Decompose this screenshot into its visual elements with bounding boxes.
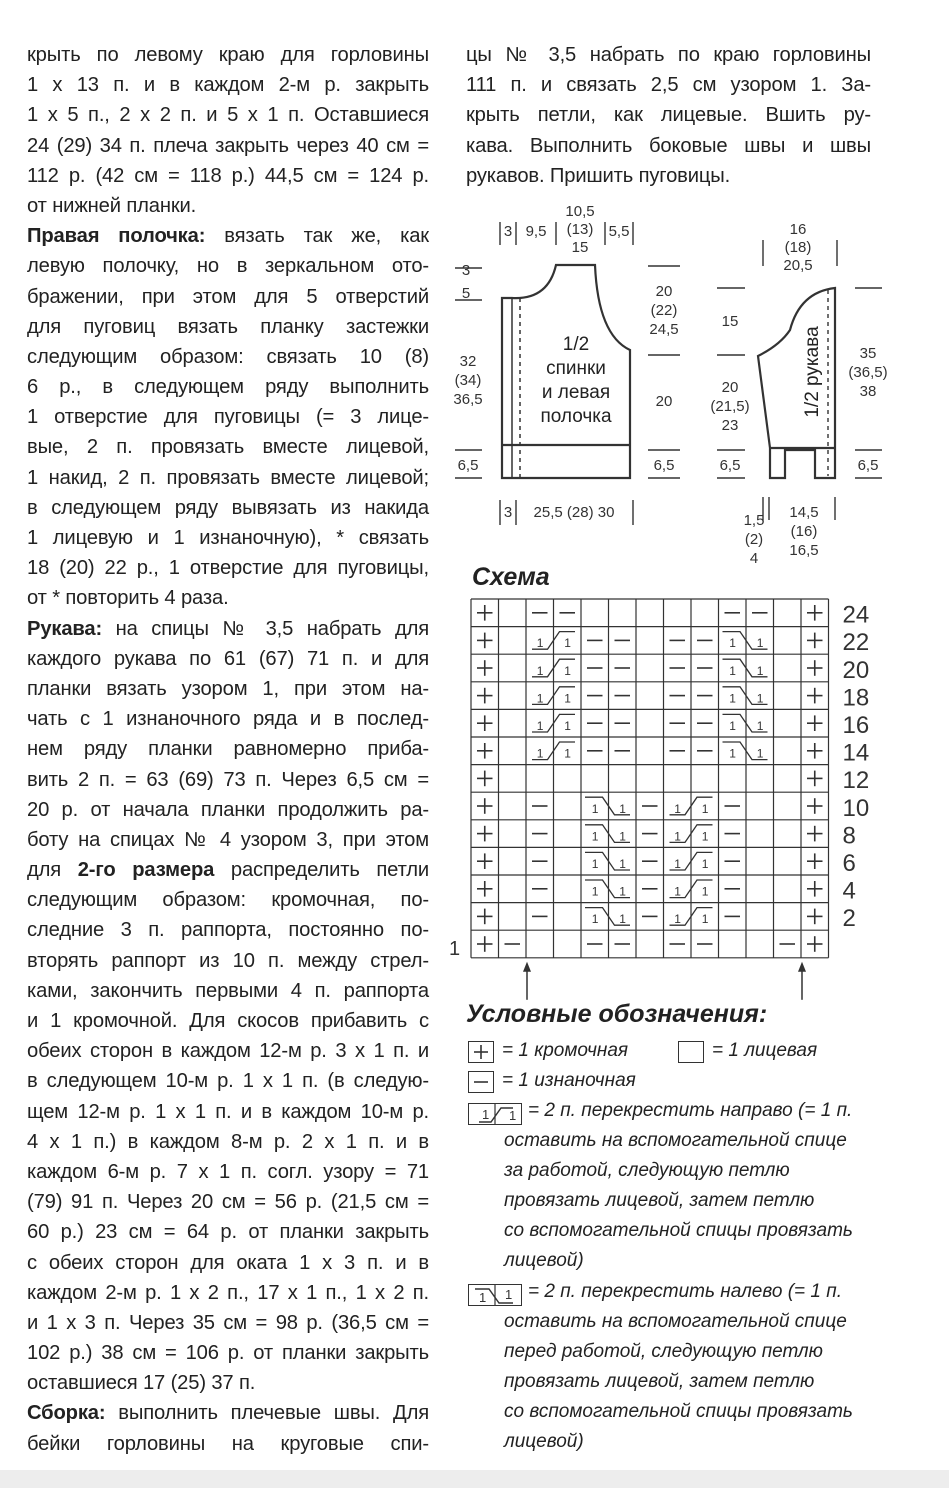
cross-right-num: 1: [674, 884, 681, 899]
cross-left-num: 1: [729, 663, 736, 678]
text-line: бражении, при этом для 5 отверстий: [27, 285, 429, 308]
dim-band-right: 6,5: [653, 457, 675, 474]
cross-right-num: 1: [674, 801, 681, 816]
cross-left-num: 1: [591, 829, 599, 844]
knitting-chart: [440, 595, 900, 1005]
text-line: кава. Выполнить боковые швы и швы: [466, 134, 871, 157]
cross-right-num: 1: [536, 746, 544, 761]
legend-cross-left-5: со вспомогательной спицы провязать: [504, 1401, 853, 1422]
repeat-arrow-head: [523, 962, 531, 972]
text-line: 1 накид, 2 п. провязать вместе лицевой;: [27, 466, 429, 489]
cross-left-num: 1: [591, 801, 599, 816]
instructions-left-column: [27, 40, 429, 1459]
legend-cross-right-2: оставить на вспомогательной спице: [504, 1130, 847, 1151]
dim-sleeve-top-2: (18): [784, 239, 812, 256]
text-line: в следующем ряду вывязать из накида: [27, 496, 429, 519]
legend-cross-right-4: провязать лицевой, затем петлю: [504, 1190, 815, 1211]
legend-cross-right-3: за работой, следующую петлю: [504, 1160, 790, 1181]
text-line: ками, закончить первыми 4 п. раппорта: [27, 979, 429, 1002]
cross-left-num: 1: [619, 912, 626, 927]
dim-total-2: (36,5): [848, 364, 888, 381]
cross-left-symbol: [468, 1284, 522, 1306]
cross-left-num: 1: [591, 912, 599, 927]
text-line: следующим образом: кромочная, по-: [27, 889, 429, 912]
svg-text:1: 1: [479, 1290, 487, 1305]
text-line: следующим образом: связать 10 (8): [27, 345, 429, 368]
section-heading: Рукава:: [27, 617, 103, 640]
plus-icon: [469, 1042, 493, 1062]
text-line: 1 отверстие для пуговицы (= 3 лице-: [27, 406, 429, 429]
dim-top-9-5: 9,5: [525, 223, 547, 240]
text-line: каждом 2-м р. 1 х 2 п., 17 х 1 п., 1 х 2 п.: [27, 1281, 429, 1304]
legend-title: Условные обозначения:: [466, 1000, 768, 1028]
cross-right-num: 1: [564, 636, 571, 651]
legend-knit: = 1 лицевая: [712, 1040, 818, 1061]
text-line: 1 лицевую и 1 изнаночную), * связать: [27, 527, 429, 549]
row-label: 24: [842, 601, 870, 629]
body-label-3: и левая: [541, 382, 611, 403]
dim-arm-3: 24,5: [649, 321, 679, 338]
text-line: цы № 3,5 набрать по краю горловины: [466, 44, 871, 66]
body-label-4: полочка: [540, 406, 612, 427]
text-line: обеих сторон в каждом 12-м р. 3 х 1 п. и: [27, 1040, 429, 1063]
text-line: в следующем 10-м р. 1 х 1 п. (в следую-: [27, 1070, 429, 1093]
legend-cross-left-6: лицевой): [504, 1431, 584, 1452]
row-label: 8: [842, 822, 856, 850]
text-line: Сборка: выполнить плечевые швы. Для: [27, 1402, 429, 1425]
cross-left-num: 1: [591, 884, 599, 899]
row-label: 2: [842, 905, 856, 933]
cross-left-num: 1: [756, 719, 764, 733]
cross-left-num: 1: [729, 746, 736, 761]
dim-sleeve-band-right: 6,5: [857, 457, 879, 474]
dim-capside-2: (21,5): [710, 398, 750, 415]
text-line: 1 х 5 п., 2 х 2 п. и 5 х 1 п. Оставшиеся: [27, 104, 429, 127]
text-line: 6 р., в следующем ряду выполнить: [27, 376, 429, 399]
legend-cross-right-1: = 2 п. перекрестить направо (= 1 п.: [528, 1100, 853, 1121]
instructions-right-column: [466, 40, 871, 191]
repeat-arrow-head: [798, 962, 806, 972]
legend-cross-left-2: оставить на вспомогательной спице: [504, 1311, 847, 1332]
text-line: крыть петли, как лицевые. Вшить ру-: [466, 104, 871, 127]
legend-cross-left-4: провязать лицевой, затем петлю: [504, 1371, 815, 1392]
cross-right-num: 1: [564, 663, 571, 678]
text-line: от нижней планки.: [27, 194, 197, 217]
cross-left-num: 1: [729, 719, 736, 733]
text-line: нем ряду планки равномерно приба-: [27, 738, 429, 761]
selvage-symbol: [468, 1041, 494, 1063]
dim-band-left: 6,5: [457, 457, 479, 474]
text-line: крыть по левому краю для горловины: [27, 44, 429, 66]
text-line: от * повторить 4 раза.: [27, 587, 229, 610]
text-line: 102 р.) 38 см = 106 р. от планки закрыть: [27, 1342, 429, 1365]
legend-cross-left-1: = 2 п. перекрестить налево (= 1 п.: [528, 1281, 842, 1302]
dim-cuff-1: 14,5: [789, 504, 819, 521]
dim-cuff-3: 16,5: [789, 542, 819, 559]
text-line: рукавов. Пришить пуговицы.: [466, 164, 731, 187]
dim-cuffinc-3: 4: [749, 550, 759, 567]
text-line: Правая полочка: вязать так же, как: [27, 225, 429, 248]
dim-side-1: 32: [459, 353, 477, 370]
body-placket-lines: [512, 298, 520, 478]
text-line: 1 х 13 п. и в каждом 2-м р. закрыть: [27, 74, 429, 97]
cross-left-icon: [469, 1285, 521, 1305]
legend-selvage: = 1 кромочная: [502, 1040, 629, 1061]
text-line: 112 р. (42 см = 118 р.) 44,5 см = 124 р.: [27, 164, 429, 187]
page-bottom-edge: [0, 1470, 949, 1488]
row-label: 20: [842, 656, 870, 684]
cross-left-num: 1: [756, 663, 764, 678]
cross-left-num: 1: [729, 691, 736, 706]
row-label: 22: [842, 629, 870, 657]
text-line: щем 12-м р. 1 х 1 п. и в каждом 10-м р.: [27, 1100, 429, 1123]
text-line: каждом 6-м р. 7 х 1 п. согл. узору = 71: [27, 1160, 429, 1183]
text-line: Рукава: на спицы № 3,5 набрать для: [27, 617, 429, 640]
text-line: левую полочку, но в зеркальном ото-: [27, 255, 429, 278]
text-line: 4 х 1 п.) в каждом 8-м р. 2 х 1 п. и в: [27, 1130, 429, 1153]
dim-sleeve-top-3: 20,5: [783, 257, 813, 274]
row-label: 12: [842, 767, 870, 795]
text-line: вторять раппорт из 10 п. между стрел-: [27, 949, 429, 972]
dim-capside-3: 23: [721, 417, 739, 434]
legend-purl: = 1 изнаночная: [502, 1070, 636, 1091]
dim-shoulder: 5,5: [608, 223, 630, 240]
svg-text:1: 1: [505, 1287, 513, 1302]
dim-top-3: 3: [503, 223, 513, 240]
text-line: 20 р. от начала планки продолжить ра-: [27, 798, 429, 821]
cross-right-num: 1: [701, 857, 709, 871]
section-heading: Правая полочка:: [27, 225, 206, 248]
text-line: с обеих сторон для оката 1 х 3 п. и в: [27, 1251, 429, 1274]
text-line: чать с 1 изнаночного ряда и в послед-: [27, 708, 429, 731]
text-line: бейки горловины на круговые спи-: [27, 1432, 429, 1455]
dim-total-3: 38: [859, 383, 877, 400]
dim-neckdepth-2: 5: [461, 285, 471, 302]
cross-right-num: 1: [701, 801, 709, 816]
dim-cuff-2: (16): [790, 523, 818, 540]
body-label: [540, 334, 612, 427]
cross-left-num: 1: [729, 636, 736, 651]
body-label-1: 1/2: [562, 334, 590, 355]
pattern-schematic: [450, 195, 900, 575]
row-label: 14: [842, 739, 870, 767]
cross-left-num: 1: [756, 636, 764, 651]
cross-left-num: 1: [756, 691, 764, 706]
row-label: 6: [842, 850, 856, 877]
dim-neck-1: 10,5: [565, 203, 595, 220]
text-line: для 2-го размера распределить петли: [27, 859, 429, 882]
row-label: 16: [842, 712, 870, 739]
cross-left-num: 1: [619, 857, 626, 871]
minus-icon: [469, 1072, 493, 1092]
text-line: оставшиеся 17 (25) 37 п.: [27, 1372, 256, 1395]
cross-right-num: 1: [564, 691, 571, 706]
cross-left-num: 1: [756, 746, 764, 761]
dim-side-3: 36,5: [453, 391, 483, 408]
sleeve-label: 1/2 рукава: [802, 326, 823, 418]
dim-neck-3: 15: [571, 239, 589, 256]
cross-right-num: 1: [674, 857, 681, 871]
scheme-title: Схема: [472, 563, 550, 591]
dim-cuffinc-2: (2): [744, 531, 764, 548]
text-line: каждого рукава по 61 (67) 71 п. и для: [27, 647, 429, 670]
text-line: 24 (29) 34 п. плеча закрыть через 40 см =: [27, 134, 429, 157]
dim-bottom-3: 3: [503, 504, 513, 521]
cross-right-num: 1: [564, 746, 571, 761]
cross-left-num: 1: [619, 801, 626, 816]
cross-right-num: 1: [564, 719, 571, 733]
cross-right-num: 1: [536, 636, 544, 651]
text-line: и 1 кромочной. Для скосов прибавить с: [27, 1010, 429, 1032]
text-line: и 1 х 3 п. Через 35 см = 98 р. (36,5 см =: [27, 1311, 429, 1334]
purl-symbol: [468, 1071, 494, 1093]
text-line: следние 3 п. раппорта, постоянно по-: [27, 919, 429, 942]
cross-right-num: 1: [674, 829, 681, 844]
text-line: планки вязать узором 1, при этом на-: [27, 677, 429, 700]
dim-total-1: 35: [859, 345, 877, 362]
cross-left-num: 1: [619, 884, 626, 899]
section-heading: Сборка:: [27, 1402, 106, 1425]
row-label: 4: [842, 877, 856, 905]
body-label-2: спинки: [546, 358, 606, 379]
dim-side-2: (34): [454, 372, 482, 389]
text-line: (79) 91 п. Через 20 см = 56 р. (21,5 см =: [27, 1191, 429, 1214]
dim-arm-1: 20: [655, 283, 673, 300]
cross-right-num: 1: [701, 912, 709, 927]
text-line: 60 р.) 23 см = 64 р. от планки закрыть: [27, 1221, 429, 1244]
dim-arm-2: (22): [650, 302, 678, 319]
cross-right-num: 1: [701, 829, 709, 844]
text-line: вые, 2 п. провязать вместе лицевой,: [27, 436, 429, 459]
row-start-label: 1: [449, 937, 461, 960]
cross-left-num: 1: [619, 829, 626, 844]
row-label: 10: [842, 794, 870, 822]
dim-neckdepth-1: 3: [461, 262, 471, 279]
svg-text:1: 1: [482, 1107, 490, 1122]
cross-left-num: 1: [591, 857, 599, 871]
legend-cross-left-3: перед работой, следующую петлю: [504, 1341, 823, 1362]
cross-right-num: 1: [536, 691, 544, 706]
row-label: 18: [842, 684, 870, 712]
legend-cross-right-6: лицевой): [504, 1250, 584, 1271]
legend-cross-right-5: со вспомогательной спицы провязать: [504, 1220, 853, 1241]
cross-right-symbol: [468, 1103, 522, 1125]
svg-text:1: 1: [509, 1108, 517, 1123]
dim-bottom-width: 25,5 (28) 30: [533, 504, 615, 521]
cross-right-num: 1: [536, 663, 544, 678]
dim-sleeve-band: 6,5: [719, 457, 741, 474]
text-line: вить 2 п. = 63 (69) 73 п. Через 6,5 см =: [27, 768, 429, 791]
text-line: для пуговиц вязать планку застежки: [27, 315, 429, 338]
dim-sleeve-top-1: 16: [789, 221, 807, 238]
section-heading: 2-го размера: [77, 859, 215, 882]
dim-sidelen: 20: [655, 393, 673, 410]
text-line: боту на спицах № 4 узором 3, при этом: [27, 828, 429, 851]
text-line: 18 (20) 22 р., 1 отверстие для пуговицы,: [27, 557, 429, 580]
cross-right-num: 1: [701, 884, 709, 899]
knit-symbol: [678, 1041, 704, 1063]
cross-right-num: 1: [536, 719, 544, 733]
dim-cap-height: 15: [721, 313, 739, 330]
cross-right-num: 1: [674, 912, 681, 927]
dim-capside-1: 20: [721, 379, 739, 396]
text-line: 111 п. и связать 2,5 см узором 1. За-: [466, 74, 871, 97]
cross-right-icon: [469, 1104, 521, 1124]
dim-neck-2: (13): [566, 221, 594, 238]
dim-cuffinc-1: 1,5: [743, 512, 765, 529]
sleeve-outline: [758, 288, 835, 478]
